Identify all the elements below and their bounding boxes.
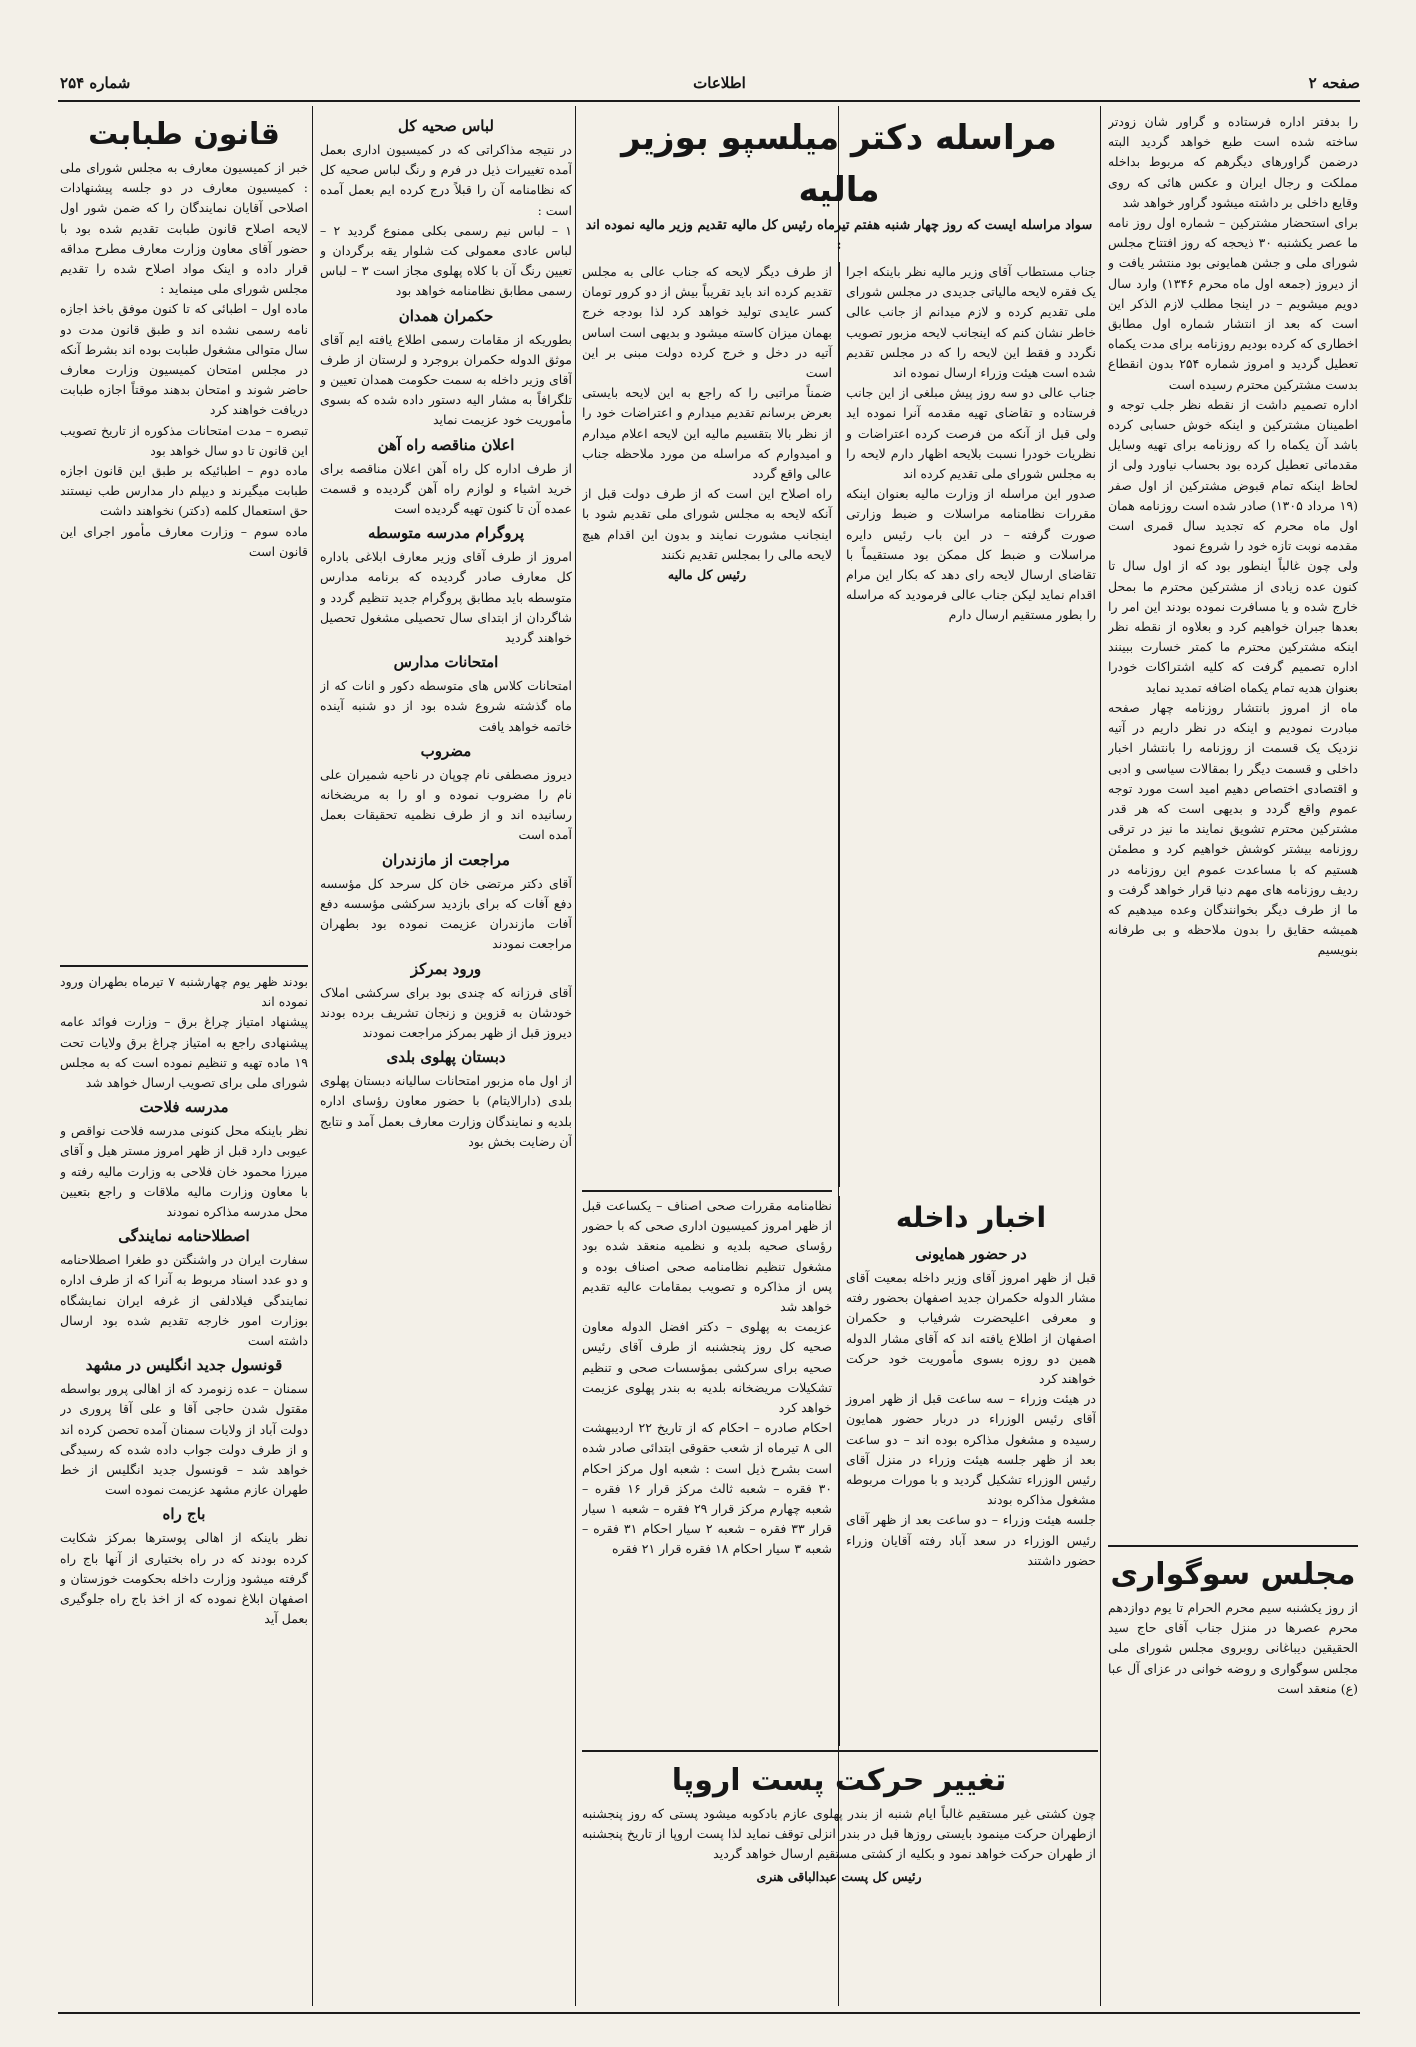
section-divider — [582, 1750, 1098, 1752]
section-heading: مراجعت از مازندران — [382, 850, 510, 869]
mourning-title: مجلس سوگواری — [1110, 1557, 1356, 1592]
paper-name: اطلاعات — [693, 74, 746, 92]
section-heading: اصطلاحنامه نمایندگی — [118, 1227, 250, 1246]
letter-paragraph: از طرف دیگر لایحه که جناب عالی به مجلس تقدیم کرده اند باید تقریباً بیش از دو کرور تومان کسر عایدی تولید خواهد کرد لذا بودجه خرج بهمان میزان کاسته میشود و بدیهی است اساس آتیه در دخل و خرج کرده دولت مبنی بر این است — [582, 264, 832, 381]
letter-paragraph: صدور این مراسله از وزارت مالیه بعنوان اینکه مقررات نظامنامه مراسلات و ضبط وزارتی صورت گرفته – در این باب رئیس دایره مراسلات و ضبط کل ممکن بود مستقیماً با تقاضای ارسال لایحه رای دهد که بکار این مرام اقدام نماید لیکن جناب عالی فرمودید که مراسله را بطور مستقیم ارسال دارم — [846, 486, 1096, 623]
section-heading: دبستان پهلوی بلدی — [386, 1048, 506, 1067]
medical-law-column — [60, 112, 308, 962]
law-article: ماده سوم – وزارت معارف مأمور اجرای این قانون است — [60, 523, 308, 559]
bottom-rule — [58, 2012, 1360, 2014]
column-divider — [312, 106, 313, 2006]
europe-post-notice — [582, 1758, 1096, 2008]
announcement-column — [1108, 112, 1358, 1537]
page-number: صفحه ۲ — [1308, 74, 1360, 92]
section-heading: لباس صحیه کل — [398, 117, 494, 135]
news-paragraph: از طرف اداره کل راه آهن اعلان مناقصه برای خرید اشیاء و لوازم راه آهن گردیده و قسمت عمده آن تا کنون تهیه گردیده است — [320, 460, 572, 517]
news-column-4 — [60, 972, 308, 2007]
news-paragraph: سمنان – عده زنومرد که از اهالی پرور بواسطه مقتول شدن حاجی آقا و علی آقا پروری در دولت آباد از ولایات سمنان آمده تحصن کرده اند و از طرف دولت جواب داده شده که رسیدگی خواهد شد – قونسول جدید انگلیس از خط طهران عازم مشهد عزیمت نموده است — [60, 1381, 308, 1498]
letter-paragraph: ضمناً مراتبی را که راجع به این لایحه بایستی بعرض برسانم تقدیم میدارم و اعتراضات خود را از نظر بالا بتقسیم مالیه این لایحه اعلام میدارم و امیدوارم که مراسله من مورد ملاحظه جناب عالی واقع گردد — [582, 385, 832, 482]
mourning-text: از روز یکشنبه سیم محرم الحرام تا یوم دوازدهم محرم عصرها در منزل جناب آقای حاج سید الحقیقین دیباغانی روبروی مجلس شورای ملی مجلس سوگواری و روضه خوانی در عزای آل عبا (ع) منعقد است — [1108, 1600, 1358, 1696]
issue-number: شماره ۲۵۴ — [60, 74, 131, 92]
news-paragraph: نظر باینکه از اهالی پوسترها بمرکز شکایت کرده بودند که در راه بختیاری از آنها باج راه گرفته میشود وزارت داخله بحکومت خوزستان و اصفهان ابلاغ نموده که از اخذ باج راه جلوگیری بعمل آید — [60, 1530, 308, 1627]
domestic-news — [582, 1196, 1096, 1746]
news-paragraph: از اول ماه مزبور امتحانات ساليانه دبستان پهلوی بلدی (دارالایتام) با حضور معاون رؤسای اداره بلدیه و نمایندگان وزارت معارف بعمل آمد و نتایج آن رضایت بخش بود — [320, 1073, 572, 1149]
letter-paragraph: جناب مستطاب آقای وزیر مالیه نظر باینکه اجرا یک فقره لایحه مالیاتی جدیدی در مجلس شورای ملی تقدیم کرده و لازم میدانم از جانب عالی خاطر نشان کنم که اینجانب لایحه مزبور تصویب نگردد و فقط این لایحه را که در مجلس تقدیم شده است هیئت وزراء ارسال نموده اند — [846, 264, 1096, 381]
law-article: تبصره – مدت امتحانات مذکوره از تاریخ تصویب این قانون تا دو سال خواهد بود — [60, 422, 308, 458]
letter-paragraph: جناب عالی دو سه روز پیش مبلغی از این جانب فرستاده و تقاضای تهیه مقدمه آنرا نموده اید ولی قبل از آنکه من فرصت کرده اعتراضات و نظریات خودرا نسبت بلایحه اظهار دارم لایحه را به مجلس شورای ملی تقدیم کرده اند — [846, 385, 1096, 482]
domestic-paragraph: عزیمت به پهلوی – دکتر افضل الدوله معاون صحیه کل روز پنجشنبه از طرف آقای رئیس صحیه برای سرکشی بمؤسسات صحی و تنظیم تشکیلات مریضخانه بلدیه به بندر پهلوی عزیمت خواهد کرد — [582, 1319, 832, 1416]
section-heading: امتحانات مدارس — [393, 653, 499, 672]
news-paragraph: امروز از طرف آقای وزیر معارف ابلاغی باداره کل معارف صادر گردیده که برنامه مدارس متوسطه باید مطابق پروگرام جدید تنظیم گردد و شاگردان از ابتدای سال تحصیلی مشغول تحصیل خواهند گردید — [320, 549, 572, 646]
news-paragraph: آقای فرزانه که چندی بود برای سرکشی املاک خودشان به قزوین و زنجان تشریف برده بودند دیروز قبل از ظهر بمرکز مراجعت نمودند — [320, 984, 572, 1040]
news-paragraph: امتحانات کلاس های متوسطه دکور و انات که از ماه گذشته شروع شده بود از دو شنبه آینده خاتمه خواهد یافت — [320, 678, 572, 734]
domestic-subtitle: در حضور همایونی — [915, 1245, 1027, 1263]
letter-paragraph: راه اصلاح این است که از طرف دولت قبل از آنکه لایحه به مجلس شورای ملی تقدیم شود با اینجانب مشورت نمایند و بدون این اقدام هیچ لایحه مالی را بمجلس تقدیم نکنند — [582, 486, 832, 562]
europe-text: چون کشتی غیر مستقیم غالباً ایام شنبه از بندر پهلوی عازم بادکوبه میشود پستی که روز پنجشنبه ازطهران حرکت مینمود بایستی روزها قبل در بندر انزلی توقف نماید لذا پست اروپا از تاریخ پنجشنبه از طهران حرکت خواهد نمود و بکلیه از کشتی مستقیم ارسال خواهد گردید — [582, 1806, 1096, 1862]
section-heading: مدرسه فلاحت — [139, 1098, 229, 1117]
announcement-paragraph: ولی چون غالباً اینطور بود که از اول سال تا کنون عده زیادی از مشترکین محترم ما بمحل خارج شده و یا مسافرت نموده بودند این امر را بعدها جبران خواهیم کرد و بعلاوه از نقطه نظر اینکه مشترکین محترم ما کمتر خسارت ببینند اداره تصمیم گرفت که کلیه اشتراکات خودرا بعنوان هدیه تمام یکماه اضافه تمدید نماید — [1108, 558, 1358, 695]
europe-signature: رئیس کل پست عبدالباقی هنری — [756, 1868, 922, 1884]
domestic-title: اخبار داخله — [895, 1201, 1047, 1234]
section-divider — [582, 1190, 832, 1192]
news-column-3 — [320, 112, 572, 2007]
announcement-paragraph: ماه از امروز بانتشار روزنامه چهار صفحه مبادرت نمودیم و اینکه در نظر داریم در آتیه نزدیک یک قسمت از روزنامه را بانتشار اخبار داخلی و قسمت دیگر را بمقالات سیاسی و ادبی و اقتصادی اختصاص دهیم امید است مورد توجه عموم واقع گردد و بدیهی است که هر قدر مشترکین محترم تشویق نمایند ما نیز در ترقی روزنامه بیشتر کوشش خواهیم کرد و مطمئن هستیم که با مساعدت عموم این روزنامه در ردیف روزنامه های مهم دنیا قرار خواهد گرفت و ما از طرف دیگر بخوانندگان وعده میدهیم که همیشه حقایق را بدون ملاحظه و بی طرفانه بنویسیم — [1108, 699, 1358, 958]
letter-intro: سواد مراسله ایست که روز چهار شنبه هفتم تیرماه رئیس کل مالیه تقدیم وزیر مالیه نموده اند : — [585, 218, 1093, 253]
section-heading: باج راه — [162, 1505, 206, 1524]
news-paragraph: آقای دکتر مرتضی خان کل سرحد کل مؤسسه دفع آفات که برای بازدید سرکشی مؤسسه دفع آفات مازندران عزیمت نموده بود بطهران مراجعت نمودند — [320, 875, 572, 952]
law-article: ماده اول – اطبائی که تا کنون موفق باخذ اجازه نامه رسمی نشده اند و طبق قانون مدت دو سال متوالی مشغول طبابت بوده اند بشرط آنکه در مجلس امتحان کمیسیون وزارت معارف حاضر شوند و امتحان بدهند موقتاً اجازه طبابت دریافت خواهند کرد — [60, 301, 308, 418]
domestic-paragraph: نظامنامه مقررات صحی اصناف – یکساعت قبل از ظهر امروز کمیسیون اداری صحی که با حضور رؤسای صحیه بلدیه و نظمیه منعقد شده بود مشغول تنظیم نظامنامه صحی اصناف بوده و پس از مذاکره و تصویب بمقامات عالیه تقدیم خواهد شد — [582, 1198, 832, 1315]
news-paragraph: ۱ – لباس نیم رسمی بکلی ممنوع گردید ۲ – لباس عادی معمولی کت شلوار یقه برگردان و تعیین رنگ آن با کلاه پهلوی مجاز است ۳ – لباس رسمی مطابق نظامنامه خواهد بود — [320, 222, 572, 299]
domestic-paragraph: احکام صادره – احکام که از تاریخ ۲۲ اردیبهشت الی ۸ تیرماه از شعب حقوقی ابتدائی صادر شده است بشرح ذیل است : شعبه اول مرکز احکام ۳۰ فقره – شعبه ثالث مرکز قرار ۱۶ فقره – شعبه چهارم مرکز قرار ۲۹ فقره – شعبه ۱ سیار قرار ۳۳ فقره – شعبه ۲ سیار احکام ۳۱ فقره – شعبه ۳ سیار احکام ۱۸ فقره قرار ۲۱ فقره — [582, 1420, 832, 1557]
mourning-notice — [1108, 1552, 1358, 1752]
news-paragraph: در نتیجه مذاکراتی که در کمیسیون اداری بعمل آمده تغییرات ذیل در فرم و رنگ لباس صحیه کل که نظامنامه آن را قبلاً درج کرده ایم بعمل آمده است : — [320, 142, 572, 218]
announcement-paragraph: را بدفتر اداره فرستاده و گراور شان زودتر ساخته شده است طبع خواهد گردید البته درضمن گراورهای دیگرهم که مربوط بداخله مملکت و رجال ایران و عکس هائی که روی وقایع داخلی بر داشته میشود گراور خواهد شد — [1108, 114, 1358, 210]
law-intro: خبر از کمیسیون معارف به مجلس شورای ملی : کمیسیون معارف در دو جلسه پیشنهادات اصلاحی آقایان نمایندگان را که ضمن شور اول لایحه اصلاح قانون طبابت تقدیم شده بود با حضور آقای معاون وزارت معارف مطرح مداقه قرار داده و اینک مواد اصلاح شده را تقدیم مجلس شورای ملی مینماید : — [60, 160, 308, 297]
millspaugh-letter — [582, 112, 1096, 1187]
news-paragraph: بطوریکه از مقامات رسمی اطلاع یافته ایم آقای موثق الدوله حکمران بروجرد و لرستان از طرف آقای وزیر داخله به سمت حکومت همدان تعیین و تلگرافاً به مشار الیه دستور داده شده که بسوی مأموریت خود عزیمت نماید — [320, 331, 572, 428]
law-title: قانون طبابت — [88, 117, 280, 152]
column-divider — [575, 106, 576, 2006]
column-divider — [1100, 106, 1101, 2006]
news-paragraph: دیروز مصطفی نام چوپان در ناحیه شمیران علی نام را مضروب نموده و او را به مریضخانه رسانیده اند و از طرف نظمیه تحقیقات بعمل آمده است — [320, 766, 572, 843]
section-heading: قونسول جدید انگلیس در مشهد — [85, 1356, 283, 1375]
news-paragraph: نظر باینکه محل کنونی مدرسه فلاحت نواقص و عیوبی دارد قبل از ظهر امروز مستر هیل و آقای میرزا محمود خان فلاحی به وزارت مالیه رفته و با معاون وزارت مالیه ملاقات و راجع بتعیین محل مدرسه مذاکره نمودند — [60, 1123, 308, 1220]
masthead — [60, 70, 1360, 96]
letter-signature: رئیس کل مالیه — [667, 567, 747, 583]
announcement-paragraph: برای استحضار مشترکین – شماره اول روز نامه ما عصر یکشنبه ۳۰ ذیحجه که روز افتتاح مجلس شورای ملی و جشن همایونی بود منتشر یافت و از دیروز (جمعه اول ماه محرم ۱۳۴۶) وارد سال دویم میشویم – در اینجا مطلب لازم الذکر این است که بعد از انتشار شماره اول مطابق اخطاری که کرده بودیم روزنامه برای مدت یکماه تعطیل گردید و امروز شماره ۲۵۴ بدون انقطاع بدست مشترکین محترم رسیده است — [1108, 215, 1358, 392]
europe-title: تغییر حرکت پست اروپا — [671, 1763, 1007, 1798]
letter-title: مراسله دکتر میلسپو بوزیر مالیه — [621, 118, 1057, 210]
section-heading: مضروب — [420, 741, 472, 760]
domestic-paragraph: قبل از ظهر امروز آقای وزیر داخله بمعیت آقای مشار الدوله حکمران جدید اصفهان بحضور رفته و معرفی اعلیحضرت شرفیاب و حکمران اصفهان از اطلاع یافته اند که آقای مشار الدوله همین دو روزه بسوی مأموریت خود حرکت خواهند کرد — [846, 1270, 1096, 1387]
law-article: ماده دوم – اطبائیکه بر طبق این قانون اجازه طبابت میگیرند و دیپلم دار مدارس طب نیستند حق استعمال کلمه (دکتر) نخواهند داشت — [60, 463, 308, 519]
section-heading: حکمران همدان — [398, 306, 494, 325]
masthead-rule — [58, 100, 1360, 102]
section-heading: ورود بمرکز — [410, 959, 482, 978]
news-paragraph: بودند ظهر یوم چهارشنبه ۷ تیرماه بطهران ورود نموده اند — [60, 974, 308, 1010]
news-paragraph: سفارت ایران در واشنگتن دو طغرا اصطلاحنامه و دو عدد اسناد مربوط به آنرا که از طرف اداره نمایندگی فیلادلفی از غرفه ایران نمایشگاه بوزارت امور خارجه تقدیم شده بود ارسال داشته است — [60, 1252, 308, 1349]
section-heading: اعلان مناقصه راه آهن — [377, 435, 515, 454]
section-divider — [1108, 1545, 1358, 1547]
announcement-paragraph: اداره تصمیم داشت از نقطه نظر جلب توجه و اطمینان مشترکین و اینکه خوش حسابی کرده باشد آن یکماه را که روزنامه برای تهیه وسایل مقدماتی تعطیل کرده بود بحساب نیاورد ولی از لحاظ اینکه تمام قبوض مشترکین از اول صفر (۱۹ مرداد ۱۳۰۵) صادر شده است روزنامه همان اول ماه محرم که تجدید سال قمری است مقدمه نوبت تازه خود را شروع نمود — [1108, 396, 1358, 554]
section-heading: پروگرام مدرسه متوسطه — [368, 524, 524, 543]
news-paragraph: پیشنهاد امتیاز چراغ برق – وزارت فوائد عامه پیشنهادی راجع به امتیاز چراغ برق ولایات تحت ۱۹ ماده تهیه و تنظیم نموده است که به مجلس شورای ملی برای تصویب ارسال خواهد شد — [60, 1014, 308, 1091]
domestic-paragraph: جلسه هیئت وزراء – دو ساعت بعد از ظهر آقای رئیس الوزراء در سعد آباد رفته آقایان وزراء حضور داشتند — [846, 1512, 1096, 1568]
section-divider — [60, 965, 308, 967]
domestic-paragraph: در هیئت وزراء – سه ساعت قبل از ظهر امروز آقای رئیس الوزراء در دربار حضور همایون رسیده و مشغول مذاکره بوده اند – دو ساعت بعد از ظهر جلسه هیئت وزراء در منزل آقای رئیس الوزراء تشکیل گردید و با مورات مربوطه مشغول مذاکره بودند — [846, 1391, 1096, 1508]
